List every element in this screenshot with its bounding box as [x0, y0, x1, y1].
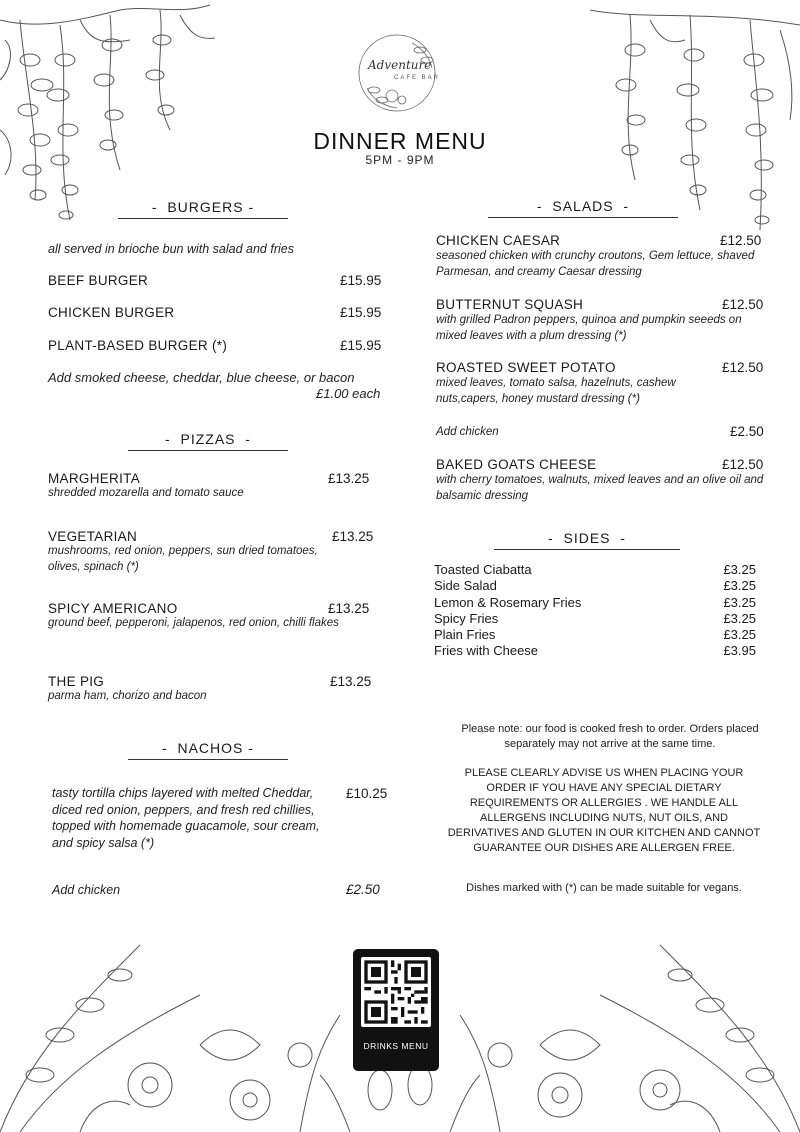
- menu-item-chicken-caesar: CHICKEN CAESAR: [436, 233, 561, 248]
- price-baked-goats-cheese: £12.50: [722, 457, 764, 472]
- pizzas-heading: - PIZZAS -: [128, 431, 288, 451]
- list-item: [434, 595, 756, 611]
- burgers-intro: all served in brioche bun with salad and fries: [48, 242, 294, 256]
- cafe-logo: [352, 28, 442, 118]
- menu-item-plant-based-burger: PLANT-BASED BURGER (*): [48, 338, 228, 353]
- drinks-menu-label: DRINKS MENU: [363, 1041, 429, 1051]
- nachos-addon-text: Add chicken: [52, 883, 121, 897]
- menu-item-the-pig: THE PIG: [48, 674, 105, 689]
- price-chicken-burger: £15.95: [340, 305, 382, 320]
- desc-the-pig: parma ham, chorizo and bacon: [48, 690, 207, 702]
- list-item: [434, 643, 756, 659]
- qr-code[interactable]: [361, 957, 431, 1027]
- price-the-pig: £13.25: [330, 674, 372, 689]
- nachos-addon-price: £2.50: [346, 882, 380, 897]
- price-plant-based-burger: £15.95: [340, 338, 382, 353]
- side-price: £3.25: [723, 594, 756, 610]
- menu-item-vegetarian: VEGETARIAN: [48, 529, 138, 544]
- menu-item-chicken-burger: CHICKEN BURGER: [48, 305, 175, 320]
- list-item: [434, 627, 756, 643]
- price-butternut-squash: £12.50: [722, 297, 764, 312]
- price-margherita: £13.25: [328, 471, 370, 486]
- side-price: £3.25: [723, 562, 756, 577]
- burgers-addon-price: £1.00 each: [316, 386, 381, 401]
- desc-chicken-caesar: seasoned chicken with crunchy croutons, Gem lettuce, shaved Parmesan, and creamy Caesar dressing: [436, 250, 755, 278]
- menu-item-butternut-squash: BUTTERNUT SQUASH: [436, 297, 584, 312]
- menu-item-margherita: MARGHERITA: [48, 471, 141, 486]
- page-title: DINNER MENU: [313, 128, 487, 154]
- side-name: Lemon & Rosemary Fries: [434, 594, 582, 610]
- drinks-menu-qr-panel[interactable]: [353, 949, 439, 1071]
- menu-item-spicy-americano: SPICY AMERICANO: [48, 601, 178, 616]
- desc-baked-goats-cheese: with cherry tomatoes, walnuts, mixed leaves and an olive oil and balsamic dressing: [436, 474, 764, 502]
- note-fresh: Please note: our food is cooked fresh to order. Orders placed separately may not arrive at the same time.: [461, 723, 759, 750]
- price-beef-burger: £15.95: [340, 273, 382, 288]
- desc-butternut-squash: with grilled Padron peppers, quinoa and pumpkin seeeds on mixed leaves with a plum dressing (*): [436, 314, 742, 342]
- side-name: Toasted Ciabatta: [434, 562, 532, 577]
- desc-roasted-sweet-potato: mixed leaves, tomato salsa, hazelnuts, cashew nuts,capers, honey mustard dressing (*): [436, 377, 676, 405]
- nachos-heading: - NACHOS -: [128, 740, 288, 760]
- price-spicy-americano: £13.25: [328, 601, 370, 616]
- sides-heading: - SIDES -: [494, 530, 680, 550]
- side-name: Spicy Fries: [434, 610, 499, 626]
- list-item: [434, 611, 756, 627]
- note-vegan: Dishes marked with (*) can be made suitable for vegans.: [466, 882, 742, 894]
- price-roasted-sweet-potato: £12.50: [722, 360, 764, 375]
- note-allergens: PLEASE CLEARLY ADVISE US WHEN PLACING YOUR ORDER IF YOU HAVE ANY SPECIAL DIETARY REQUIREMENTS OR ALLERGIES . WE HANDLE ALL ALLERGENS INCLUDING NUTS, NUT OILS, AND DERIVATIVES AND GLUTEN IN OUR KITCHEN AND CANNOT GUARANTEE OUR DISHES ARE ALLERGEN FREE.: [447, 767, 761, 854]
- menu-item-beef-burger: BEEF BURGER: [48, 273, 149, 288]
- desc-nachos: tasty tortilla chips layered with melted Cheddar, diced red onion, peppers, and fresh red chillies, topped with homemade guacamole, sour cream, and spicy salsa (*): [52, 786, 320, 850]
- price-nachos: £10.25: [346, 786, 388, 801]
- list-item: [434, 562, 756, 578]
- menu-item-roasted-sweet-potato: ROASTED SWEET POTATO: [436, 360, 616, 375]
- price-vegetarian: £13.25: [332, 529, 374, 544]
- salads-addon-price: £2.50: [730, 424, 764, 439]
- side-name: Side Salad: [434, 578, 497, 594]
- desc-margherita: shredded mozarella and tomato sauce: [48, 487, 244, 499]
- logo-script-text: Adventure: [368, 58, 432, 72]
- service-hours: 5PM - 9PM: [365, 153, 435, 167]
- desc-vegetarian: mushrooms, red onion, peppers, sun dried tomatoes, olives, spinach (*): [48, 545, 318, 573]
- salads-addon-text: Add chicken: [436, 426, 499, 438]
- price-chicken-caesar: £12.50: [720, 233, 762, 248]
- burgers-addon-text: Add smoked cheese, cheddar, blue cheese, or bacon: [48, 370, 355, 385]
- menu-item-baked-goats-cheese: BAKED GOATS CHEESE: [436, 457, 597, 472]
- sides-list: [434, 562, 756, 660]
- side-price: £3.25: [723, 610, 756, 626]
- side-price: £3.25: [723, 578, 756, 594]
- logo-sub-text: CAFE BAR: [394, 75, 441, 81]
- side-name: Plain Fries: [434, 627, 496, 643]
- burgers-heading: - BURGERS -: [118, 199, 288, 219]
- list-item: [434, 578, 756, 594]
- desc-spicy-americano: ground beef, pepperoni, jalapenos, red onion, chilli flakes: [48, 617, 339, 629]
- side-name: Fries with Cheese: [434, 643, 539, 659]
- side-price: £3.95: [723, 643, 756, 659]
- salads-heading: - SALADS -: [488, 198, 678, 218]
- side-price: £3.25: [723, 627, 756, 643]
